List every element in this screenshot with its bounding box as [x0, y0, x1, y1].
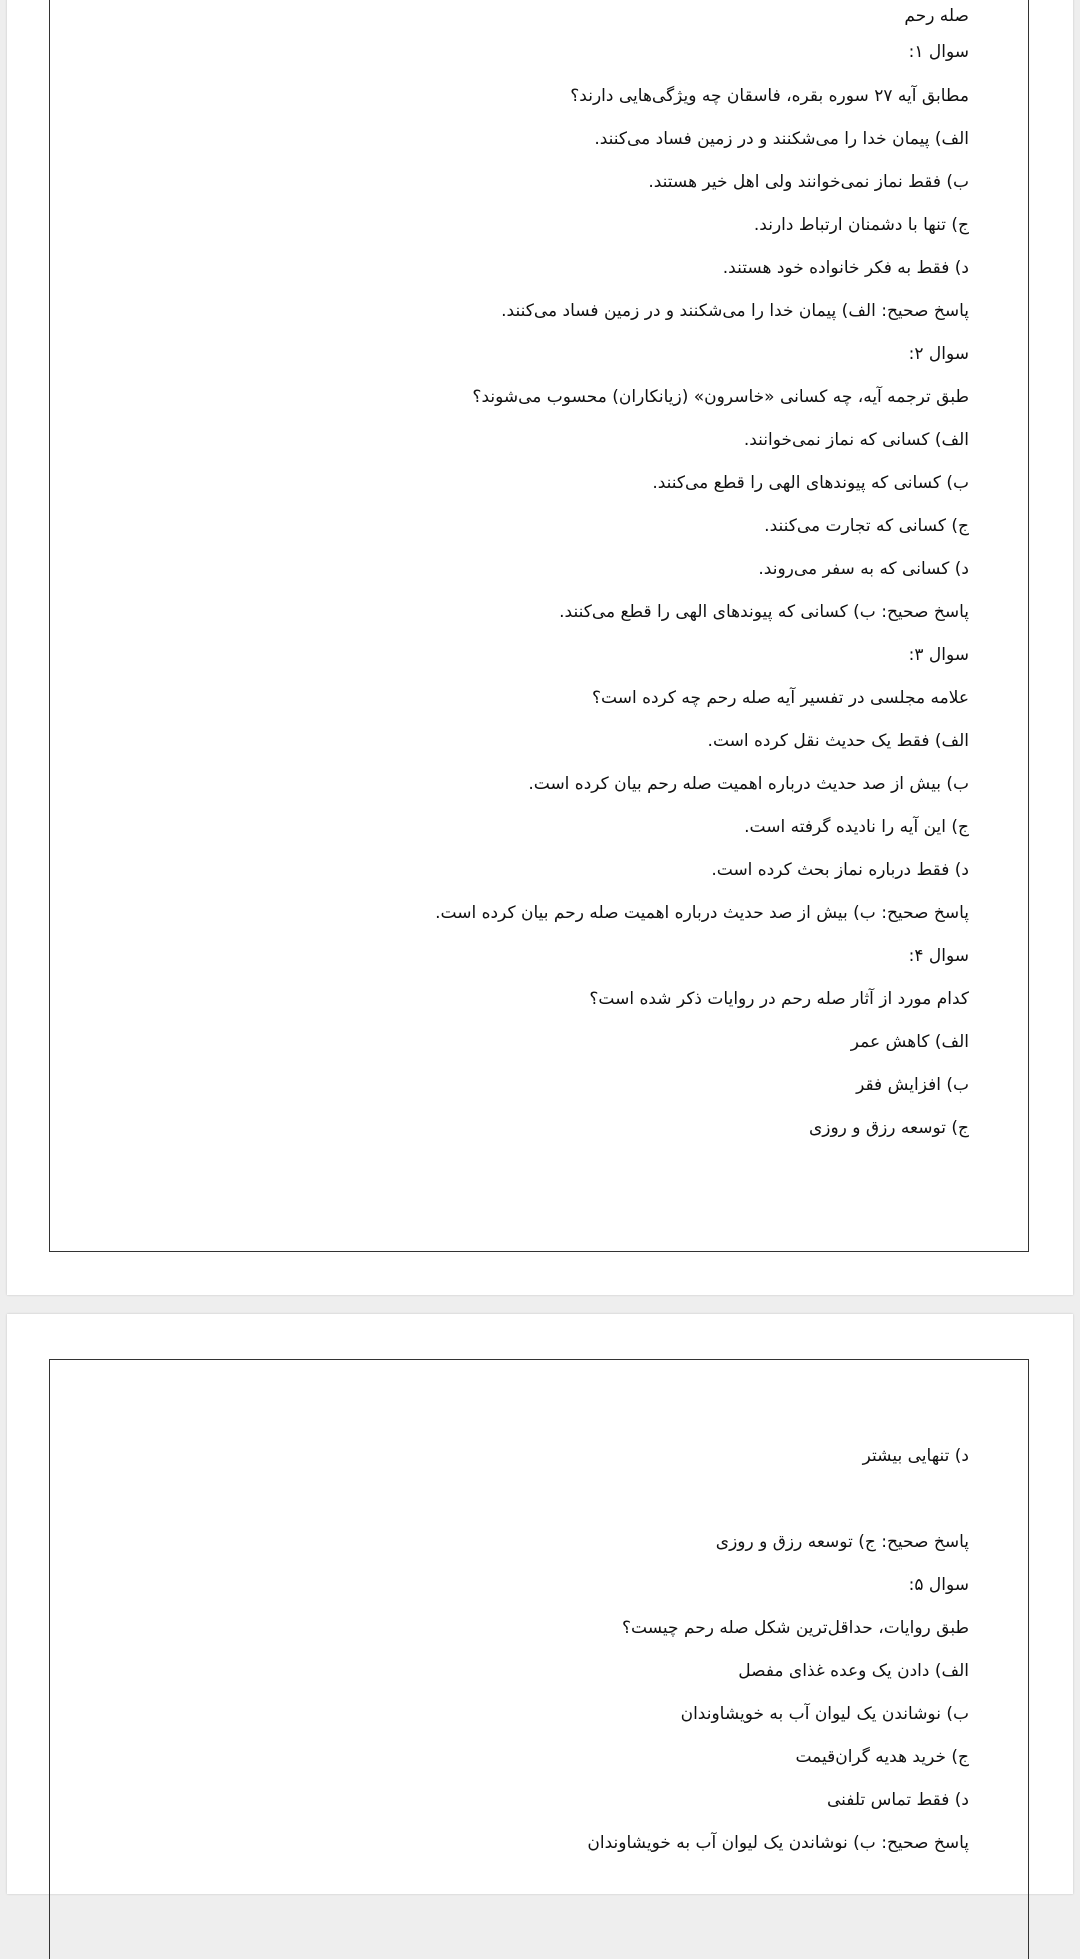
- answer-option: ب) بیش از صد حدیث درباره اهمیت صله رحم بیان کرده است.: [528, 774, 969, 794]
- correct-answer: پاسخ صحیح: ب) نوشاندن یک لیوان آب به خویشاوندان: [587, 1833, 969, 1853]
- answer-option: ب) فقط نماز نمی‌خوانند ولی اهل خیر هستند.: [648, 172, 969, 192]
- question-heading: سوال ۱:: [908, 42, 969, 62]
- question-text: مطابق آیه ۲۷ سوره بقره، فاسقان چه ویژگی‌هایی دارند؟: [570, 86, 969, 106]
- correct-answer: پاسخ صحیح: الف) پیمان خدا را می‌شکنند و در زمین فساد می‌کنند.: [501, 301, 969, 321]
- answer-option: د) تنهایی بیشتر: [862, 1446, 969, 1466]
- document-title: صله رحم: [904, 6, 969, 26]
- answer-option: الف) کسانی که نماز نمی‌خوانند.: [743, 430, 969, 450]
- answer-option: الف) پیمان خدا را می‌شکنند و در زمین فساد می‌کنند.: [594, 129, 969, 149]
- question-heading: سوال ۴:: [908, 946, 969, 966]
- question-text: طبق روایات، حداقل‌ترین شکل صله رحم چیست؟: [622, 1618, 969, 1638]
- question-heading: سوال ۵:: [908, 1575, 969, 1595]
- answer-option: ج) خرید هدیه گران‌قیمت: [795, 1747, 969, 1767]
- document-page-1: [7, 0, 1073, 1295]
- question-heading: سوال ۲:: [908, 344, 969, 364]
- answer-option: ب) نوشاندن یک لیوان آب به خویشاوندان: [680, 1704, 969, 1724]
- answer-option: ج) کسانی که تجارت می‌کنند.: [764, 516, 969, 536]
- correct-answer: پاسخ صحیح: ج) توسعه رزق و روزی: [715, 1532, 969, 1552]
- answer-option: د) فقط تماس تلفنی: [826, 1790, 969, 1810]
- answer-option: د) فقط به فکر خانواده خود هستند.: [722, 258, 969, 278]
- answer-option: ج) تنها با دشمنان ارتباط دارند.: [753, 215, 969, 235]
- answer-option: الف) فقط یک حدیث نقل کرده است.: [707, 731, 969, 751]
- document-page-2: [7, 1314, 1073, 1894]
- answer-option: الف) دادن یک وعده غذای مفصل: [738, 1661, 969, 1681]
- question-text: طبق ترجمه آیه، چه کسانی «خاسرون» (زیانکاران) محسوب می‌شوند؟: [472, 387, 969, 407]
- question-heading: سوال ۳:: [908, 645, 969, 665]
- answer-option: ج) توسعه رزق و روزی: [808, 1118, 969, 1138]
- answer-option: ب) افزایش فقر: [856, 1075, 969, 1095]
- correct-answer: پاسخ صحیح: ب) بیش از صد حدیث درباره اهمیت صله رحم بیان کرده است.: [435, 903, 969, 923]
- answer-option: د) کسانی که به سفر می‌روند.: [758, 559, 969, 579]
- answer-option: ب) کسانی که پیوندهای الهی را قطع می‌کنند.: [652, 473, 969, 493]
- answer-option: الف) کاهش عمر: [850, 1032, 969, 1052]
- correct-answer: پاسخ صحیح: ب) کسانی که پیوندهای الهی را قطع می‌کنند.: [559, 602, 969, 622]
- answer-option: د) فقط درباره نماز بحث کرده است.: [711, 860, 969, 880]
- question-text: علامه مجلسی در تفسیر آیه صله رحم چه کرده است؟: [591, 688, 969, 708]
- question-text: کدام مورد از آثار صله رحم در روایات ذکر شده است؟: [589, 989, 969, 1009]
- answer-option: ج) این آیه را نادیده گرفته است.: [744, 817, 969, 837]
